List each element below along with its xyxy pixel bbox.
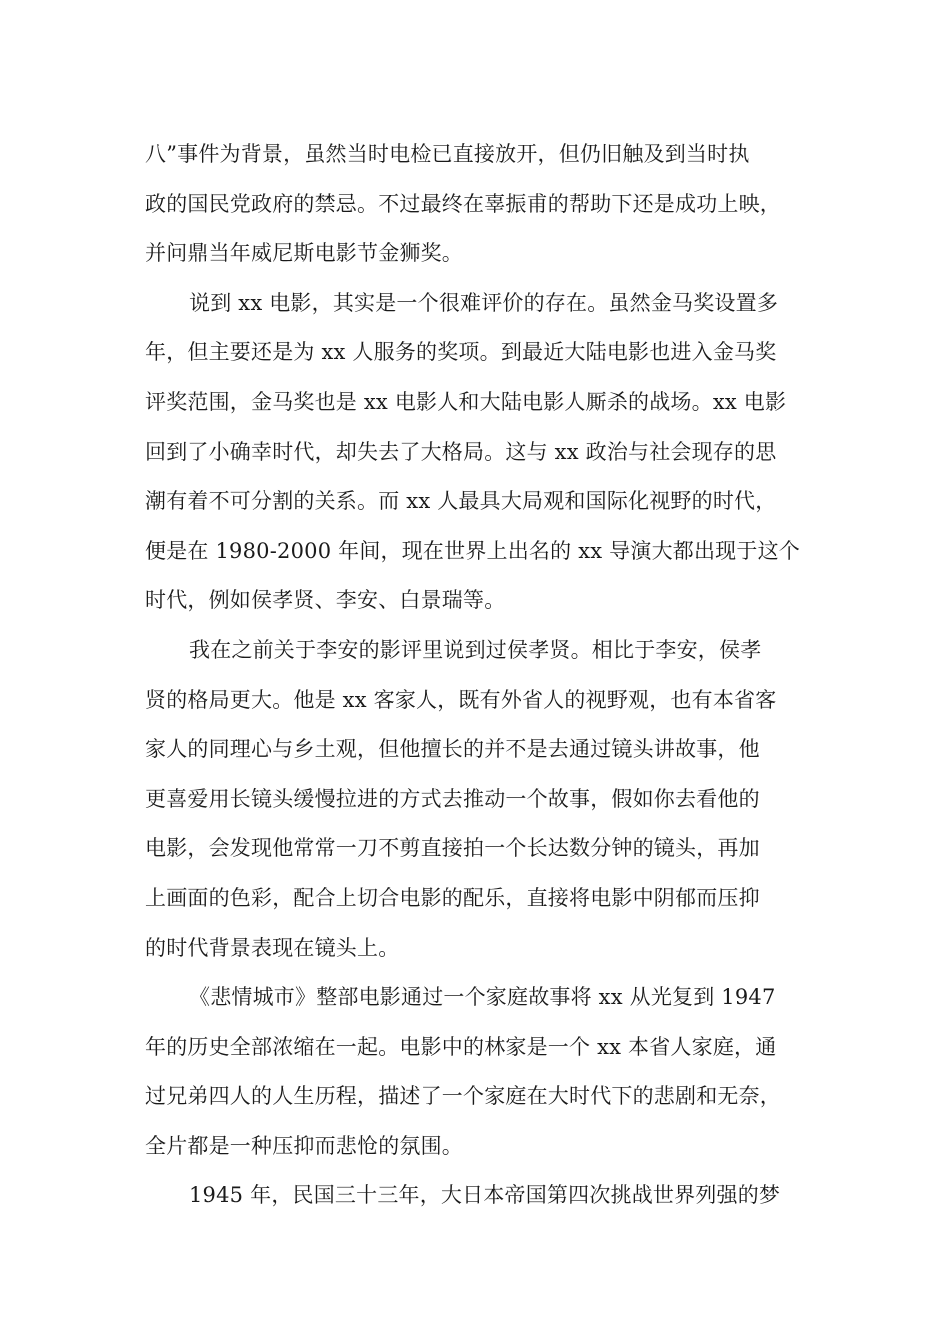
text-line: 年的历史全部浓缩在一起。电影中的林家是一个 xx 本省人家庭，通 [145,1034,777,1059]
text-line: 并问鼎当年威尼斯电影节金狮奖。 [145,241,463,266]
text-line: 家人的同理心与乡土观，但他擅长的并不是去通过镜头讲故事，他 [145,737,760,762]
paragraph-3 [145,626,815,973]
paragraph-4 [145,973,815,1171]
paragraph-2 [145,279,815,626]
text-line: 评奖范围，金马奖也是 xx 电影人和大陆电影人厮杀的战场。xx 电影 [145,389,787,414]
text-line: 便是在 1980-2000 年间，现在世界上出名的 xx 导演大都出现于这个 [145,538,800,563]
text-line: 电影，会发现他常常一刀不剪直接拍一个长达数分钟的镜头，再加 [145,836,760,861]
text-line: 八”事件为背景，虽然当时电检已直接放开，但仍旧触及到当时执 [145,142,750,166]
text-line: 潮有着不可分割的关系。而 xx 人最具大局观和国际化视野的时代， [145,489,777,514]
paragraph-1 [145,130,815,279]
text-line: 我在之前关于李安的影评里说到过侯孝贤。相比于李安，侯孝 [189,637,762,662]
document-body [145,130,815,1221]
text-line: 过兄弟四人的人生历程，描述了一个家庭在大时代下的悲剧和无奈， [145,1084,781,1109]
text-line: 年，但主要还是为 xx 人服务的奖项。到最近大陆电影也进入金马奖 [145,340,777,365]
text-line: 全片都是一种压抑而悲怆的氛围。 [145,1133,463,1158]
text-line: 上画面的色彩，配合上切合电影的配乐，直接将电影中阴郁而压抑 [145,885,760,910]
text-line: 贤的格局更大。他是 xx 客家人，既有外省人的视野观，也有本省客 [145,687,777,712]
text-line: 回到了小确幸时代，却失去了大格局。这与 xx 政治与社会现存的思 [145,439,777,464]
text-line: 1945 年，民国三十三年，大日本帝国第四次挑战世界列强的梦 [189,1183,781,1208]
text-line: 的时代背景表现在镜头上。 [145,935,400,960]
text-line: 更喜爱用长镜头缓慢拉进的方式去推动一个故事，假如你去看他的 [145,786,760,811]
text-line: 政的国民党政府的禁忌。不过最终在辜振甫的帮助下还是成功上映， [145,191,781,216]
text-line: 《悲情城市》整部电影通过一个家庭故事将 xx 从光复到 1947 [189,985,776,1010]
text-line: 说到 xx 电影，其实是一个很难评价的存在。虽然金马奖设置多 [189,290,779,315]
text-line: 时代，例如侯孝贤、李安、白景瑞等。 [145,588,506,613]
paragraph-5 [145,1171,815,1221]
